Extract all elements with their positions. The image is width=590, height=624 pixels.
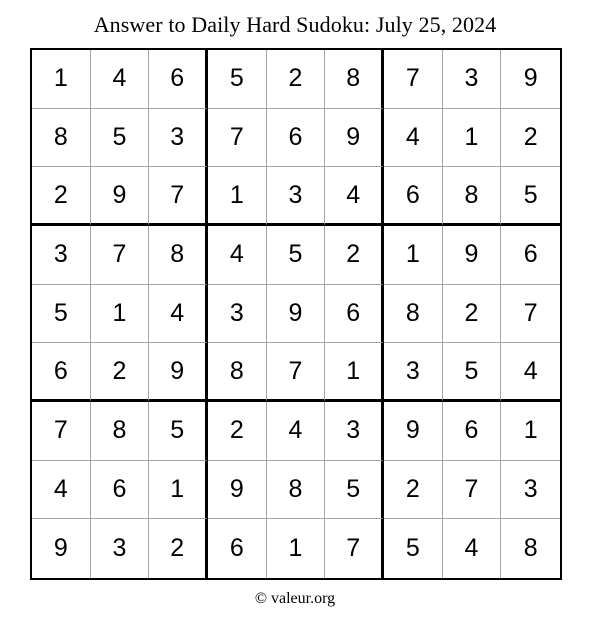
sudoku-cell-r1c3: 6 [149, 50, 208, 109]
sudoku-cell-r8c4: 9 [208, 461, 267, 520]
sudoku-cell-r4c4: 4 [208, 226, 267, 285]
sudoku-cell-r8c3: 1 [149, 461, 208, 520]
sudoku-cell-r9c1: 9 [32, 519, 91, 578]
sudoku-cell-r3c4: 1 [208, 167, 267, 226]
sudoku-cell-r3c6: 4 [325, 167, 384, 226]
sudoku-cell-r4c8: 9 [443, 226, 502, 285]
sudoku-cell-r3c1: 2 [32, 167, 91, 226]
sudoku-cell-r5c5: 9 [267, 285, 326, 344]
sudoku-cell-r7c7: 9 [384, 402, 443, 461]
sudoku-cell-r4c2: 7 [91, 226, 150, 285]
sudoku-cell-r1c5: 2 [267, 50, 326, 109]
sudoku-cell-r2c2: 5 [91, 109, 150, 168]
sudoku-cell-r1c2: 4 [91, 50, 150, 109]
sudoku-cell-r5c3: 4 [149, 285, 208, 344]
copyright-footer: © valeur.org [254, 590, 336, 607]
sudoku-cell-r9c2: 3 [91, 519, 150, 578]
sudoku-cell-r1c7: 7 [384, 50, 443, 109]
sudoku-cell-r7c4: 2 [208, 402, 267, 461]
sudoku-cell-r3c8: 8 [443, 167, 502, 226]
sudoku-cell-r9c8: 4 [443, 519, 502, 578]
sudoku-cell-r6c1: 6 [32, 343, 91, 402]
sudoku-cell-r7c6: 3 [325, 402, 384, 461]
sudoku-cell-r2c1: 8 [32, 109, 91, 168]
sudoku-cell-r6c9: 4 [501, 343, 560, 402]
sudoku-cell-r4c1: 3 [32, 226, 91, 285]
sudoku-cell-r3c9: 5 [501, 167, 560, 226]
sudoku-cell-r9c9: 8 [523, 534, 538, 563]
sudoku-cell-r1c4: 5 [208, 50, 267, 109]
sudoku-cell-r6c3: 9 [149, 343, 208, 402]
sudoku-cell-r7c5: 4 [267, 402, 326, 461]
sudoku-cell-r6c8: 5 [443, 343, 502, 402]
sudoku-cell-r8c9: 3 [501, 461, 560, 520]
sudoku-board [30, 48, 562, 580]
sudoku-cell-r4c6: 2 [325, 226, 384, 285]
sudoku-cell-r3c2: 9 [91, 167, 150, 226]
sudoku-cell-r2c6: 9 [325, 109, 384, 168]
sudoku-cell-r7c9: 1 [501, 402, 560, 461]
sudoku-cell-r6c2: 2 [91, 343, 150, 402]
sudoku-cell-r5c1: 5 [32, 285, 91, 344]
sudoku-cell-r1c1: 1 [32, 50, 91, 109]
sudoku-cell-r7c3: 5 [149, 402, 208, 461]
sudoku-cell-r3c3: 7 [149, 167, 208, 226]
sudoku-cell-r5c2: 1 [91, 285, 150, 344]
sudoku-cell-r8c5: 8 [267, 461, 326, 520]
sudoku-cell-r8c6: 5 [325, 461, 384, 520]
sudoku-cell-r8c2: 6 [91, 461, 150, 520]
sudoku-cell-r9c4: 6 [208, 519, 267, 578]
sudoku-cell-r1c8: 3 [443, 50, 502, 109]
sudoku-cell-r9c6: 7 [325, 519, 384, 578]
sudoku-cell-r2c8: 1 [443, 109, 502, 168]
sudoku-cell-r1c9: 9 [501, 50, 560, 109]
sudoku-cell-r2c4: 7 [208, 109, 267, 168]
sudoku-cell-r4c9: 6 [501, 226, 560, 285]
sudoku-cell-r5c7: 8 [384, 285, 443, 344]
sudoku-cell-r2c9: 2 [501, 109, 560, 168]
sudoku-cell-r9c7: 5 [384, 519, 443, 578]
sudoku-cell-r2c5: 6 [267, 109, 326, 168]
sudoku-cell-r5c4: 3 [208, 285, 267, 344]
sudoku-cell-r6c6: 1 [325, 343, 384, 402]
sudoku-cell-r8c7: 2 [384, 461, 443, 520]
sudoku-cell-r8c8: 7 [443, 461, 502, 520]
sudoku-cell-r4c7: 1 [384, 226, 443, 285]
sudoku-cell-r6c7: 3 [384, 343, 443, 402]
sudoku-cell-r7c2: 8 [91, 402, 150, 461]
sudoku-cell-r5c6: 6 [325, 285, 384, 344]
sudoku-cell-r9c5: 1 [267, 519, 326, 578]
sudoku-cell-r7c1: 7 [32, 402, 91, 461]
sudoku-cell-r2c3: 3 [149, 109, 208, 168]
sudoku-cell-r3c5: 3 [267, 167, 326, 226]
sudoku-cell-r5c8: 2 [443, 285, 502, 344]
sudoku-cell-r5c9: 7 [501, 285, 560, 344]
sudoku-cell-r6c5: 7 [267, 343, 326, 402]
sudoku-cell-r6c4: 8 [208, 343, 267, 402]
sudoku-cell-r3c7: 6 [384, 167, 443, 226]
sudoku-cell-r9c3: 2 [149, 519, 208, 578]
sudoku-cell-r1c6: 8 [325, 50, 384, 109]
sudoku-cell-r2c7: 4 [384, 109, 443, 168]
sudoku-cell-r7c8: 6 [443, 402, 502, 461]
sudoku-cell-r4c5: 5 [267, 226, 326, 285]
page-title: Answer to Daily Hard Sudoku: July 25, 2024 [93, 12, 497, 37]
sudoku-cell-r8c1: 4 [32, 461, 91, 520]
sudoku-cell-r4c3: 8 [149, 226, 208, 285]
